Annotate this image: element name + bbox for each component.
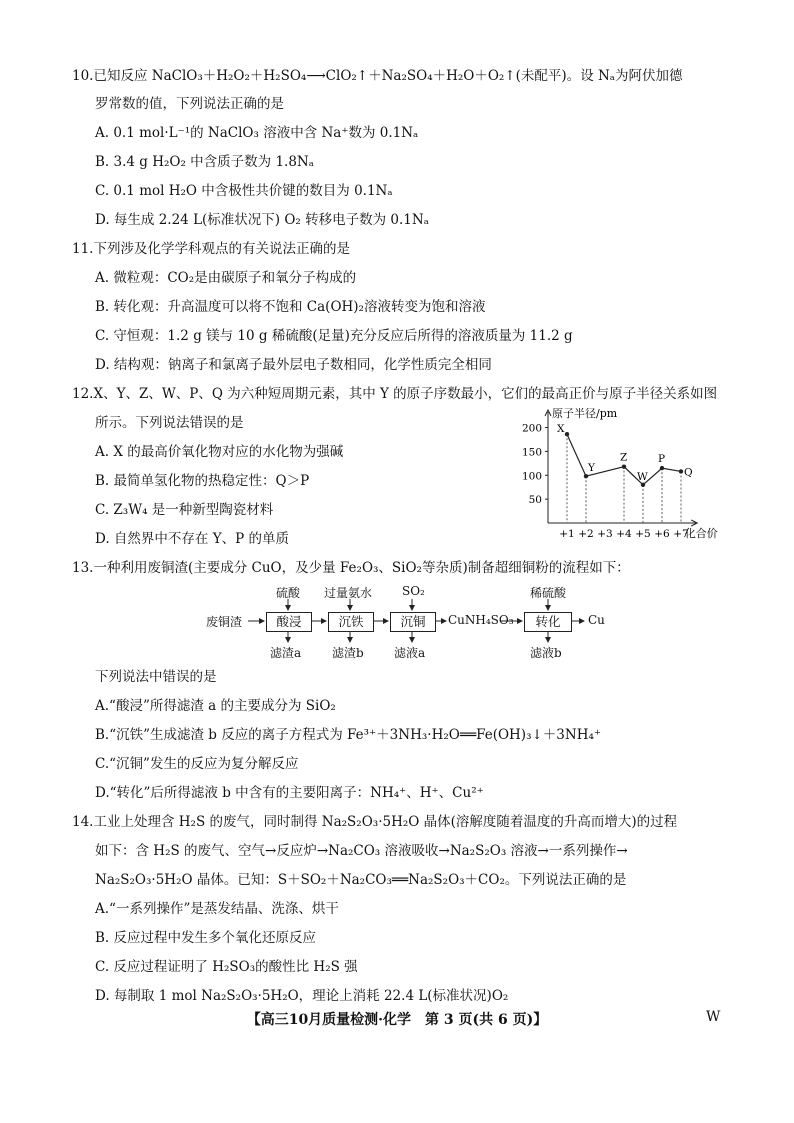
q12-option-b: B. 最简单氢化物的热稳定性：Q＞P [95, 473, 310, 489]
flow-reagent-4: 稀硫酸 [530, 586, 567, 600]
x-tick-label: +6 [654, 528, 670, 540]
point-label: P [658, 453, 666, 466]
flow-output-4: 滤液b [530, 646, 562, 660]
q13-option-b: B.“沉铁”生成滤渣 b 反应的离子方程式为 Fe³⁺＋3NH₃·H₂O══Fe(OH)₃↓＋3NH₄⁺ [95, 727, 601, 743]
flow-mid-product: CuNH₄SO₃ [448, 613, 514, 627]
flow-reagent-3: SO₂ [402, 584, 425, 598]
q14-option-c: C. 反应过程证明了 H₂SO₃的酸性比 H₂S 强 [95, 959, 358, 975]
point-label: Z [620, 451, 628, 464]
q11-option-b: B. 转化观：升高温度可以将不饱和 Ca(OH)₂溶液转变为饱和溶液 [95, 299, 486, 315]
point-label: Q [684, 466, 693, 479]
q11-option-d: D. 结构观：钠离子和氯离子最外层电子数相同，化学性质完全相同 [95, 357, 492, 373]
q14-stem-line3: Na₂S₂O₃·5H₂O 晶体。已知：S＋SO₂＋Na₂CO₃══Na₂S₂O₃＋CO₂。下列说法正确的是 [95, 872, 627, 888]
q10-stem-line1: 10.已知反应 NaClO₃＋H₂O₂＋H₂SO₄⟶ClO₂↑＋Na₂SO₄＋H₂O＋O₂↑(未配平)。设 Nₐ为阿伏加德 [72, 68, 683, 84]
q14-stem-line2: 如下：含 H₂S 的废气、空气→反应炉→Na₂CO₃ 溶液吸收→Na₂S₂O₃ 溶液→一系列操作→ [95, 843, 628, 859]
q14-stem-line1: 14.工业上处理含 H₂S 的废气，同时制得 Na₂S₂O₃·5H₂O 晶体(溶解度随着温度的升高而增大)的过程 [72, 814, 678, 830]
q11-option-a: A. 微粒观：CO₂是由碳原子和氧分子构成的 [95, 270, 357, 286]
flow-reagent-1: 硫酸 [276, 586, 301, 600]
point-label: X [557, 423, 565, 436]
data-point [622, 464, 626, 468]
q14-option-a: A.“一系列操作”是蒸发结晶、洗涤、烘干 [95, 901, 339, 917]
q12-option-c: C. Z₃W₄ 是一种新型陶瓷材料 [95, 502, 274, 518]
x-tick-label: +4 [616, 528, 632, 540]
flow-output-1: 滤渣a [270, 646, 302, 660]
q13-option-d: D.“转化”后所得滤液 b 中含有的主要阳离子：NH₄⁺、H⁺、Cu²⁺ [95, 785, 484, 801]
q10-option-c: C. 0.1 mol H₂O 中含极性共价键的数目为 0.1Nₐ [95, 183, 393, 199]
q10-stem-line2: 罗常数的值，下列说法正确的是 [95, 96, 284, 112]
q12-option-d: D. 自然界中不存在 Y、P 的单质 [95, 531, 290, 547]
process-flow-diagram [200, 582, 620, 662]
y-tick-label: 150 [521, 446, 542, 459]
q11-stem: 11.下列涉及化学学科观点的有关说法正确的是 [72, 241, 350, 257]
flow-output-3: 滤液a [394, 646, 426, 660]
y-tick-label: 200 [521, 422, 542, 435]
data-point [679, 469, 683, 473]
q12-stem-line2: 所示。下列说法错误的是 [95, 415, 244, 431]
page-footer: 【高三10月质量检测·化学 第 3 页(共 6 页)】 [246, 1012, 548, 1028]
q10-option-a: A. 0.1 mol·L⁻¹的 NaClO₃ 溶液中含 Na⁺数为 0.1Nₐ [95, 125, 419, 141]
q14-option-b: B. 反应过程中发生多个氧化还原反应 [95, 930, 317, 946]
q12-stem-line1: 12.X、Y、Z、W、P、Q 为六种短周期元素，其中 Y 的原子序数最小，它们的最高正价与原子半径关系如图 [72, 386, 718, 402]
flow-start: 废铜渣 [206, 615, 243, 629]
q11-option-c: C. 守恒观：1.2 g 镁与 10 g 稀硫酸(足量)充分反应后所得的溶液质量为 11.2 g [95, 328, 573, 344]
x-tick-label: +5 [635, 528, 651, 540]
corner-mark: W [706, 1009, 721, 1025]
data-point [565, 432, 569, 436]
x-tick-label: +7 [673, 528, 689, 540]
y-tick-label: 50 [528, 494, 542, 507]
flow-end-product: Cu [588, 613, 605, 627]
q14-option-d: D. 每制取 1 mol Na₂S₂O₃·5H₂O，理论上消耗 22.4 L(标准状况)O₂ [95, 988, 509, 1004]
data-point [584, 474, 588, 478]
q13-stem: 13.一种利用废铜渣(主要成分 CuO，及少量 Fe₂O₃、SiO₂等杂质)制备超细铜粉的流程如下： [72, 560, 630, 576]
q13-option-a: A.“酸浸”所得滤渣 a 的主要成分为 SiO₂ [95, 698, 336, 714]
q12-option-a: A. X 的最高价氧化物对应的水化物为强碱 [95, 444, 344, 460]
x-tick-label: +1 [559, 528, 575, 540]
flow-output-2: 滤渣b [332, 646, 364, 660]
y-tick-label: 100 [521, 470, 542, 483]
radius-valence-chart [510, 408, 760, 553]
data-point [641, 483, 645, 487]
x-tick-label: +2 [578, 528, 594, 540]
point-label: Y [588, 462, 595, 475]
q13-option-c: C.“沉铜”发生的反应为复分解反应 [95, 756, 299, 772]
flow-step-acid-leach: 酸浸 [266, 612, 312, 632]
q10-option-b: B. 3.4 g H₂O₂ 中含质子数为 1.8Nₐ [95, 154, 314, 170]
flow-reagent-2: 过量氨水 [324, 586, 373, 600]
x-tick-label: +3 [597, 528, 613, 540]
data-point [660, 466, 664, 470]
q10-option-d: D. 每生成 2.24 L(标准状况下) O₂ 转移电子数为 0.1Nₐ [95, 212, 429, 228]
flow-step-convert: 转化 [524, 612, 572, 632]
y-axis-label: 原子半径/pm [552, 408, 618, 420]
point-label: W [637, 470, 648, 483]
q13-ask: 下列说法中错误的是 [95, 669, 217, 685]
x-axis-label: 化合价 [684, 527, 718, 540]
flow-step-iron-precip: 沉铁 [328, 612, 374, 632]
flow-step-copper-precip: 沉铜 [390, 612, 436, 632]
